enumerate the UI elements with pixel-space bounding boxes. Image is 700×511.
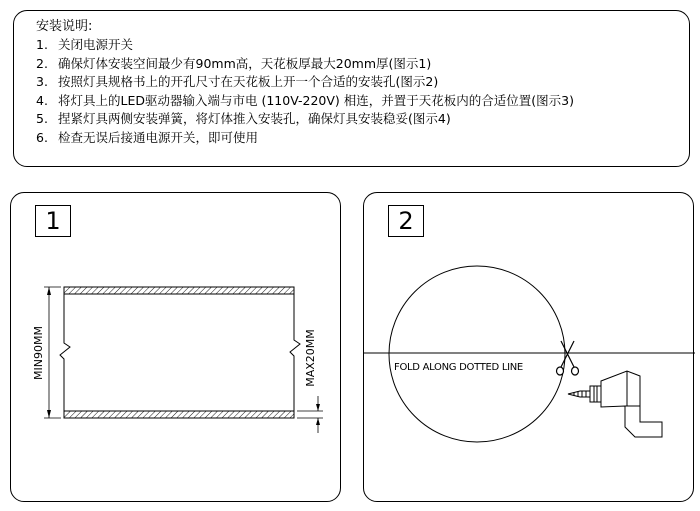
step-text: 捏紧灯具两侧安装弹簧，将灯体推入安装孔，确保灯具安装稳妥(图示4) xyxy=(58,111,451,127)
ceiling-bottom-slab xyxy=(64,411,294,418)
instructions-title: 安装说明: xyxy=(36,19,93,34)
cutout-circle xyxy=(389,266,565,442)
max-dimension-line xyxy=(297,396,323,433)
step-number: 3. xyxy=(36,74,48,90)
step-text: 关闭电源开关 xyxy=(58,37,134,52)
step-number: 1. xyxy=(36,37,48,52)
figure-1-drawing xyxy=(11,193,342,503)
instruction-step xyxy=(36,36,689,55)
step-number: 5. xyxy=(36,111,48,127)
left-wall xyxy=(60,294,70,411)
min-dimension-line xyxy=(44,287,61,418)
step-text: 检查无误后接通电源开关，即可使用 xyxy=(58,129,259,145)
figure-2-drawing xyxy=(364,193,695,503)
step-text: 按照灯具规格书上的开孔尺寸在天花板上开一个合适的安装孔(图示2) xyxy=(58,74,439,90)
figure-1-panel xyxy=(10,192,341,502)
drill-icon xyxy=(568,371,662,437)
max-dimension-label: MAX20MM xyxy=(304,329,317,387)
ceiling-top-slab xyxy=(64,287,294,294)
instructions-list xyxy=(36,36,689,148)
step-number: 2. xyxy=(36,55,48,71)
step-text: 将灯具上的LED驱动器输入端与市电 (110V-220V) 相连，并置于天花板内的合适位置(图示3) xyxy=(58,92,574,108)
figure-2-panel xyxy=(363,192,694,502)
instruction-step xyxy=(36,110,689,129)
figure-2-number: 2 xyxy=(388,205,424,237)
figure-1-number: 1 xyxy=(35,205,71,237)
min-dimension-label: MIN90MM xyxy=(32,326,45,380)
instruction-step xyxy=(36,55,689,74)
step-text: 确保灯体安装空间最少有90mm高，天花板厚最大20mm厚(图示1) xyxy=(58,55,432,71)
right-wall xyxy=(290,294,300,411)
instruction-step xyxy=(36,92,689,111)
step-number: 6. xyxy=(36,129,48,145)
instructions-box xyxy=(13,10,690,167)
step-number: 4. xyxy=(36,92,48,108)
scissors-icon xyxy=(557,341,579,375)
instruction-step xyxy=(36,129,689,148)
fold-label: FOLD ALONG DOTTED LINE xyxy=(394,362,523,373)
instruction-step xyxy=(36,73,689,92)
